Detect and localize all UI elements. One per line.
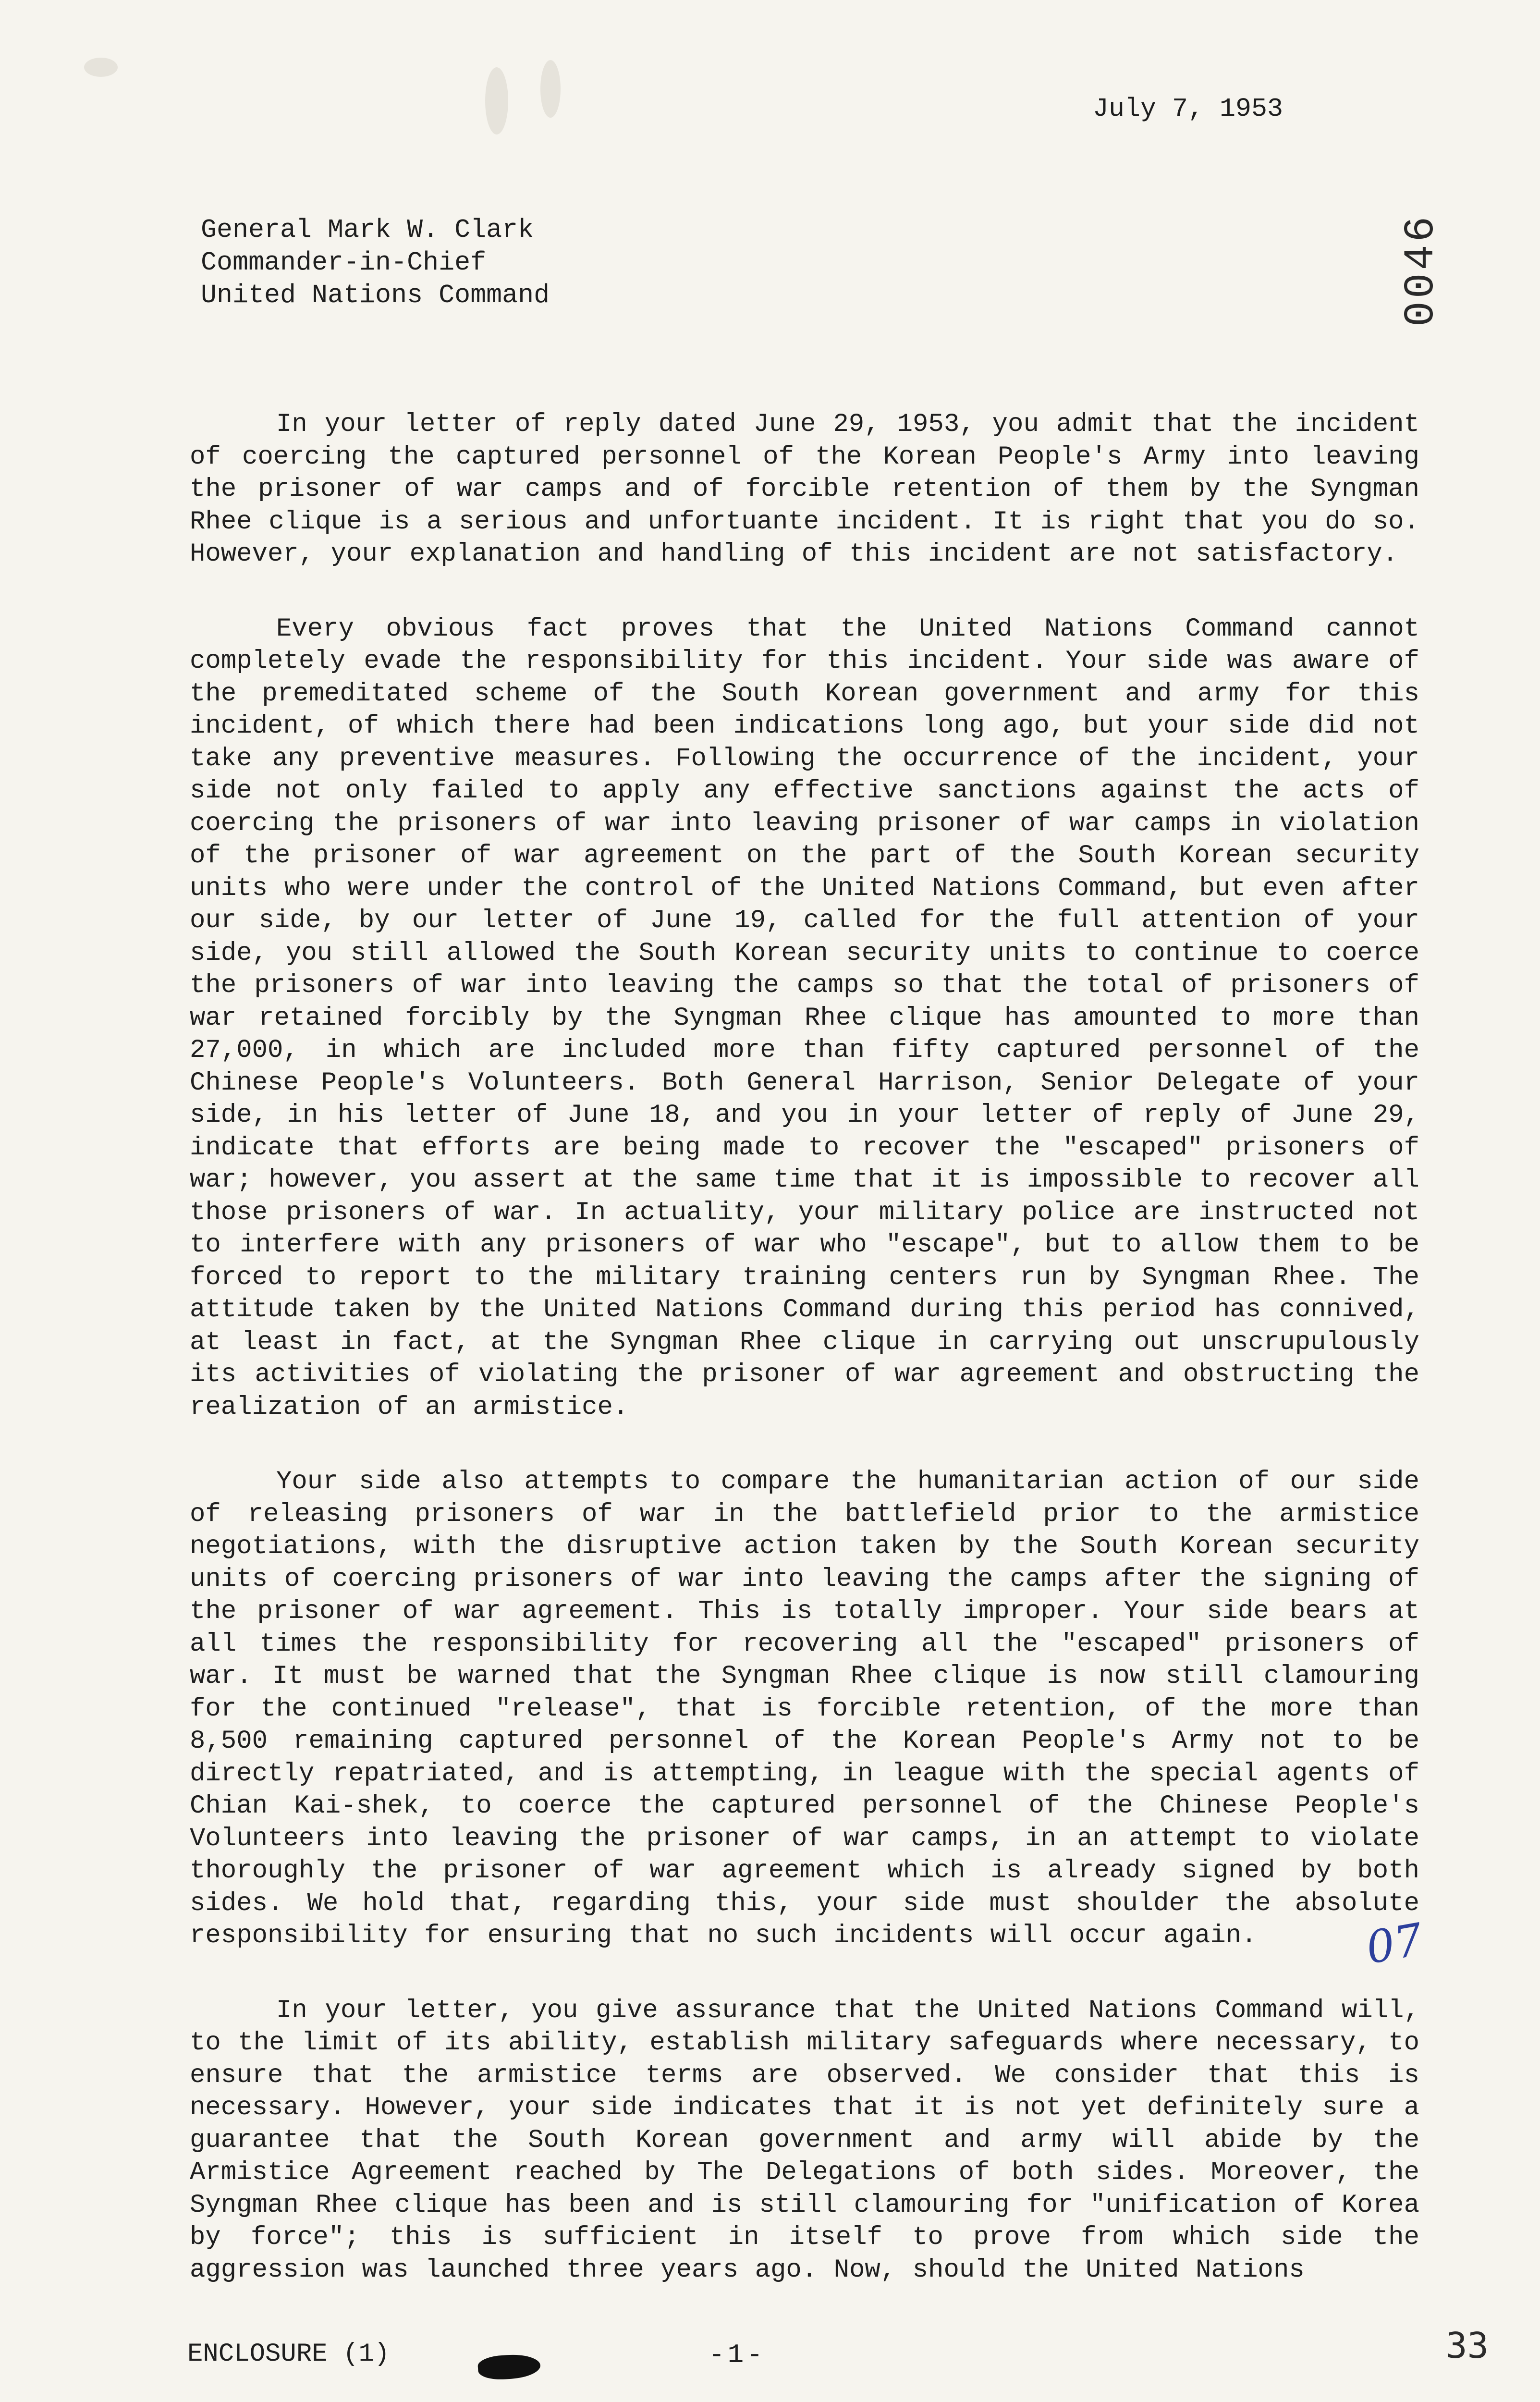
ink-smudge <box>477 2353 541 2381</box>
addressee-organization: United Nations Command <box>201 280 550 310</box>
addressee-block <box>201 214 550 312</box>
body-paragraph-2: Every obvious fact proves that the United Nations Command cannot completely evade the responsibility for this incident. Your side was aware of the premeditated scheme of the South Korean government and army for this incident, of which there had been indications long ago, but your side did not take any preventive measures. Following the occurrence of the incident, your side not only failed to apply any effective sanctions against the acts of coercing the prisoners of war into leaving prisoner of war camps in violation of the prisoner of war agreement on the part of the South Korean security units who were under the control of the United Nations Command, but even after our side, by our letter of June 19, called for the full attention of your side, you still allowed the South Korean security units to continue to coerce the prisoners of war into leaving the camps so that the total of prisoners of war retained forcibly by the Syngman Rhee clique has amounted to more than 27,000, in which are included more than fifty captured personnel of the Chinese People's Volunteers. Both General Harrison, Senior Delegate of your side, in his letter of June 18, and you in your letter of reply of June 29, indicate that efforts are being made to recover the "escaped" prisoners of war; however, you assert at the same time that it is impossible to recover all those prisoners of war. In actuality, your military police are instructed not to interfere with any prisoners of war who "escape", but to allow them to be forced to report to the military training centers run by Syngman Rhee. The attitude taken by the United Nations Command during this period has connived, at least in fact, at the Syngman Rhee clique in carrying out unscrupulously its activities of violating the prisoner of war agreement and obstructing the realization of an armistice. <box>190 614 1419 1422</box>
letter-body <box>190 408 1427 2286</box>
corner-number: 33 <box>1446 2325 1489 2366</box>
body-paragraph-1: In your letter of reply dated June 29, 1953, you admit that the incident of coercing the captured personnel of the Korean People's Army into leaving the prisoner of war camps and of forcible retention of them by the Syngman Rhee clique is a serious and unfortuante incident. It is right that you do so. However, your explanation and handling of this incident are not satisfactory. <box>190 410 1419 569</box>
addressee-title: Commander-in-Chief <box>201 247 487 278</box>
body-paragraph-3: Your side also attempts to compare the humanitarian action of our side of releasing prisoners of war in the battlefield prior to the armistice negotiations, with the disruptive action taken by the South Korean security units of coercing prisoners of war into leaving the camps after the signing of the prisoner of war agreement. This is totally improper. Your side bears at all times the responsibility for recovering all the "escaped" prisoners of war. It must be warned that the Syngman Rhee clique is now still clamouring for the continued "release", that is forcible retention, of the more than 8,500 remaining captured personnel of the Korean People's Army not to be directly repatriated, and is attempting, in league with the special agents of Chian Kai-shek, to coerce the captured personnel of the Chinese People's Volunteers into leaving the prisoner of war camps, in an attempt to violate thoroughly the prisoner of war agreement which is already signed by both sides. We hold that, regarding this, your side must shoulder the absolute responsibility for ensuring that no such incidents will occur again. <box>190 1467 1419 1950</box>
addressee-name: General Mark W. Clark <box>201 215 534 245</box>
body-paragraph-4: In your letter, you give assurance that the United Nations Command will, to the limit of its ability, establish military safeguards where necessary, to ensure that the armistice terms are observed. We consider that this is necessary. However, your side indicates that it is not yet definitely sure a guarantee that the South Korean government and army will abide by the Armistice Agreement reached by The Delegations of both sides. Moreover, the Syngman Rhee clique has been and is still clamouring for "unification of Korea by force"; this is sufficient in itself to prove from which side the aggression was launched three years ago. Now, should the United Nations <box>190 1996 1419 2285</box>
archive-number: 0046 <box>1398 213 1445 327</box>
letter-date: July 7, 1953 <box>1093 94 1283 124</box>
page-number: -1- <box>709 2340 766 2370</box>
handwritten-mark: 07 <box>1362 1913 1427 1974</box>
enclosure-label: ENCLOSURE (1) <box>187 2340 390 2369</box>
